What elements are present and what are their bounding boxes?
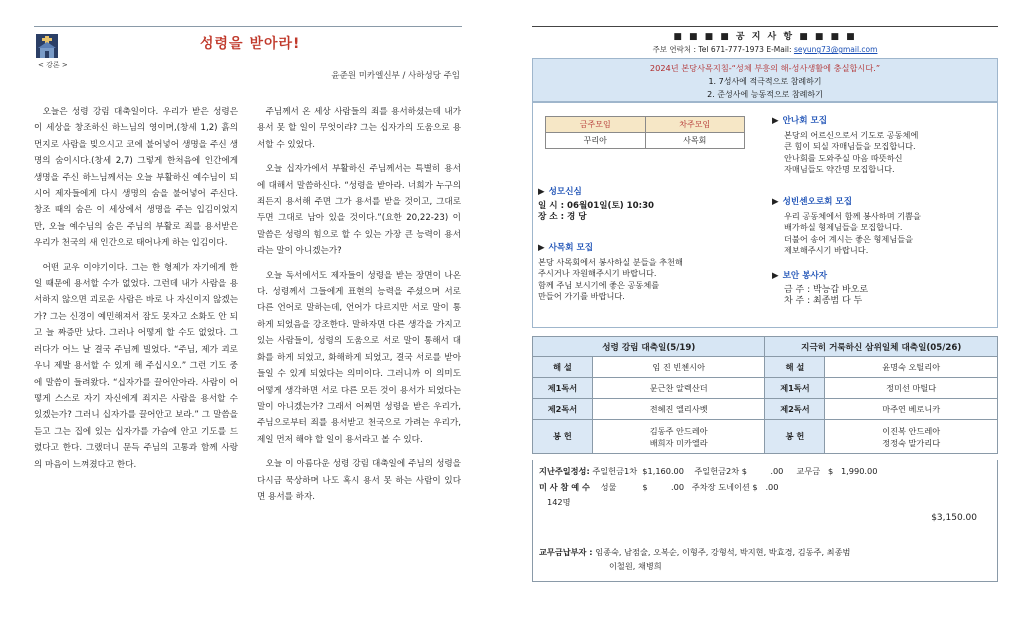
finance-label: 지난주일정성: xyxy=(539,466,590,476)
council-line: 주시거나 자원해주시기 바랍니다. xyxy=(538,268,657,279)
vincent-line: 배가하실 형제님들을 모집합니다. xyxy=(784,222,903,233)
council-line: 만들어 가기를 바랍니다. xyxy=(538,291,625,302)
notice-rule xyxy=(532,26,998,27)
council-line: 본당 사목회에서 봉사하실 분들을 추천해 xyxy=(538,256,683,267)
email-link[interactable]: seyung73@gmail.com xyxy=(793,45,878,54)
notice-header: ■ ■ ■ ■ 공 지 사 항 ■ ■ ■ ■ xyxy=(673,32,857,42)
role-cell: 해 설 xyxy=(765,357,825,378)
bullet-triangle-icon: ▶ xyxy=(772,197,779,207)
sermon-label: < 강론 > xyxy=(38,61,68,69)
council-line: 함께 주님 보시기에 좋은 공동체를 xyxy=(538,279,660,290)
retreat-notice xyxy=(538,187,748,224)
contact-line xyxy=(532,44,998,55)
sermon-author: 윤준원 미카엘신부 / 사하성당 주임 xyxy=(331,71,460,81)
name-cell: 김동주 안드레아 배희자 미카엘라 xyxy=(592,420,765,454)
attendance-count: 142명 xyxy=(547,497,571,507)
anna-line: 본당의 어르신으로서 기도로 공동체에 xyxy=(784,129,919,140)
anna-line: 자매님들도 약간명 모집합니다. xyxy=(784,164,895,175)
name-cell: 윤명숙 오틸리아 xyxy=(825,357,998,378)
bullet-triangle-icon: ▶ xyxy=(772,116,779,126)
sermon-paragraph: 오늘 이 아름다운 성령 강림 대축일에 주님의 성령을 다시금 묵상하며 나도 혹시 용서 못 하는 사람이 있다면 용서를 하자. xyxy=(257,459,461,502)
sermon-paragraph: 오늘은 성령 강림 대축일이다. 우리가 받은 성령은 이 세상을 창조하신 하느님의 영이며,(창세 1,2) 흙의 먼지로 사람을 빚으시고 코에 불어넣어 생명을 주신 생명의 숨이시다.(창세 2,7) 그렇게 한처음에 인간에게 생명을 주신 하느님께서는 오늘 부활하신 예수님이 되시어 제자들에게 다시 생명의 숨을 불어넣어 주신다. 창조 때의 숨은 이 세상에서 생명을 주는 입김이었지만, 오늘 예수님의 숨은 주님의 부활로 죄를 용서받은 우리가 천국의 새 인간으로 태어나게 하는 입김이다. xyxy=(34,107,238,249)
retreat-date: 일 시 : 06월01일(토) 10:30 xyxy=(538,200,655,211)
role-cell: 봉 헌 xyxy=(533,420,593,454)
sermon-paragraph: 어떤 교우 이야기이다. 그는 한 형제가 자기에게 한 일 때문에 용서할 수가 없었다. 그런데 내가 사람을 용서하지 않으면 괴로운 사람은 바로 나 자신이지 않겠는가? 그는 신경이 예민해져서 잠도 못자고 소화도 안 되고 늘 짜증만 났다. 그러나 어떻게 할 수도 없었다. 그러다가 어느 날 결국 주님께 빌었다. “주님, 제가 괴로우니 제발 용서할 수 있게 해 주십시오.” 그런 기도 중에 말씀이 들려왔다. “십자가를 끌어안아라. 사람이 어떻게 스스로 자기 자신에게 죄지은 사람을 용서할 수 있겠는가? 그러니 십자가를 끌어안고 보라.” 그 말씀을 듣고 그는 집에 있는 십자가를 가슴에 안고 기도를 드렸다고 한다. 그랬더니 문득 주님의 고통과 함께 사랑의 마음이 느껴졌다고 한다. xyxy=(34,262,238,470)
finance-row-1 xyxy=(539,466,877,477)
policy-item: 1. 7성사에 적극적으로 참례하기 xyxy=(708,77,822,86)
volunteer-this-week: 금 주 : 박능갑 바오로 xyxy=(784,284,869,295)
sermon-paragraph: 오늘 독서에서도 제자들이 성령을 받는 장면이 나온다. 성령께서 그들에게 표현의 능력을 주셨으며 서로 다른 언어로 말하는데, 언어가 다르지만 서로 말이 통하게 되었음을 강조한다. 말하자면 다른 생각을 가지고 있는 사람들이, 성령의 도움으로 서로 말이 통해서 대화를 하게 되었고, 화해하게 되었고, 결국 서로를 받아들일 수 있게 되었다는 의미이다. 그러니까 이 의미도 어떻게 생각하면 서로 다른 모든 것이 용서가 되었다는 말이 아니겠는가? 그래서 어쩌면 성령을 받은 우리가, 주님으로부터 죄를 용서받고 천국으로 가려는 우리가, 제일 먼저 해야 할 일이 용서라고 볼 수 있다. xyxy=(257,270,461,445)
council-notice xyxy=(538,243,753,303)
vincent-notice xyxy=(772,197,994,257)
finance-values: 성물 $ .00 주차장 도네이션 $ .00 xyxy=(600,482,779,492)
anna-notice xyxy=(772,116,994,176)
council-title: 사목회 모집 xyxy=(548,243,594,253)
sermon-paragraph: 오늘 십자가에서 부활하신 주님께서는 특별히 용서에 대해서 말씀하신다. “성령을 받아라. 너희가 누구의 죄든지 용서해 주면 그가 용서를 받을 것이고, 그대로 두면 그대로 남아 있을 것이다.”(요한 20,22-23) 이 말씀은 성령의 힘으로 할 수 있는 가장 큰 능력이 용서라는 말이 아니겠는가? xyxy=(257,164,461,257)
donors-line: 이철원, 채병희 xyxy=(609,561,662,571)
name-cell: 마주연 베로니카 xyxy=(825,399,998,420)
meetings-cell: 사목회 xyxy=(645,133,745,149)
role-cell: 해 설 xyxy=(533,357,593,378)
header-rule xyxy=(34,26,462,27)
name-cell: 문근찬 알렉산더 xyxy=(592,378,765,399)
donors-list xyxy=(539,545,850,573)
policy-item: 2. 준성사에 능동적으로 참례하기 xyxy=(707,90,823,99)
meetings-table xyxy=(545,116,745,149)
volunteer-next-week: 차 주 : 최종범 다 두 xyxy=(784,296,863,307)
feast-header-right: 지극히 거룩하신 삼위일체 대축일(05/26) xyxy=(765,337,998,357)
finance-values: 주일헌금1차 $1,160.00 주일헌금2차 $ .00 교무금 $ 1,990.00 xyxy=(592,466,878,476)
feast-readers-table xyxy=(532,336,998,454)
retreat-title: 성모신심 xyxy=(548,187,582,197)
sermon-paragraph: 주님께서 온 세상 사람들의 죄를 용서하셨는데 내가 용서 못 할 일이 무엇이랴? 그는 십자가의 도움으로 용서할 수 있었다. xyxy=(257,107,461,150)
policy-banner xyxy=(532,58,998,102)
role-cell: 제1독서 xyxy=(533,378,593,399)
contact-prefix: 주보 연락처 : Tel 671-777-1973 E-Mail: xyxy=(652,45,794,54)
donors-label: 교무금납부자 : xyxy=(539,547,593,557)
name-cell: 임 진 빈첸시아 xyxy=(592,357,765,378)
policy-title: 2024년 본당사목지침-“성체 부흥의 해-성사생활에 충실합시다.” xyxy=(649,63,881,73)
name-cell: 전혜진 엘리사벳 xyxy=(592,399,765,420)
volunteer-notice xyxy=(772,271,994,308)
vincent-title: 성빈센오로회 모집 xyxy=(782,197,853,207)
role-cell: 제1독서 xyxy=(765,378,825,399)
vincent-line: 더불어 송어 계시는 좋은 형제님들을 xyxy=(784,233,914,244)
name-cell: 이진복 안드레아 정정숙 말가리다 xyxy=(825,420,998,454)
finance-label: 미 사 참 예 수 xyxy=(539,482,590,492)
role-cell: 제2독서 xyxy=(765,399,825,420)
finance-total: $3,150.00 xyxy=(931,513,977,523)
church-icon xyxy=(36,34,58,58)
vincent-line: 우리 공동체에서 함께 봉사하며 기쁨을 xyxy=(784,210,921,221)
anna-title: 안나회 모집 xyxy=(782,116,828,126)
meetings-header: 차주모임 xyxy=(645,117,745,133)
role-cell: 봉 헌 xyxy=(765,420,825,454)
vincent-line: 제보해주시기 바랍니다. xyxy=(784,245,869,256)
bullet-triangle-icon: ▶ xyxy=(772,271,779,281)
donors-line: 임종숙, 남점술, 오복순, 이형주, 강형석, 박지현, 박효경, 김동주, 최종범 xyxy=(595,547,851,557)
finance-row-2 xyxy=(539,482,778,493)
name-cell: 정미선 마틸다 xyxy=(825,378,998,399)
meetings-cell: 꾸리아 xyxy=(546,133,646,149)
meetings-header: 금주모임 xyxy=(546,117,646,133)
sermon-column-1 xyxy=(34,104,238,481)
sermon-column-2 xyxy=(257,104,461,513)
bullet-triangle-icon: ▶ xyxy=(538,243,545,253)
anna-line: 안나회를 도와주실 마음 따뜻하신 xyxy=(784,152,903,163)
volunteer-title: 보안 봉사자 xyxy=(782,271,828,281)
feast-header-left: 성령 강림 대축일(5/19) xyxy=(533,337,765,357)
anna-line: 큰 힘이 되실 자매님들을 모집합니다. xyxy=(784,141,916,152)
role-cell: 제2독서 xyxy=(533,399,593,420)
sermon-title: 성령을 받아라! xyxy=(200,36,301,52)
retreat-place: 장 소 : 경 당 xyxy=(538,212,587,223)
bullet-triangle-icon: ▶ xyxy=(538,187,545,197)
finance-box xyxy=(532,460,998,582)
